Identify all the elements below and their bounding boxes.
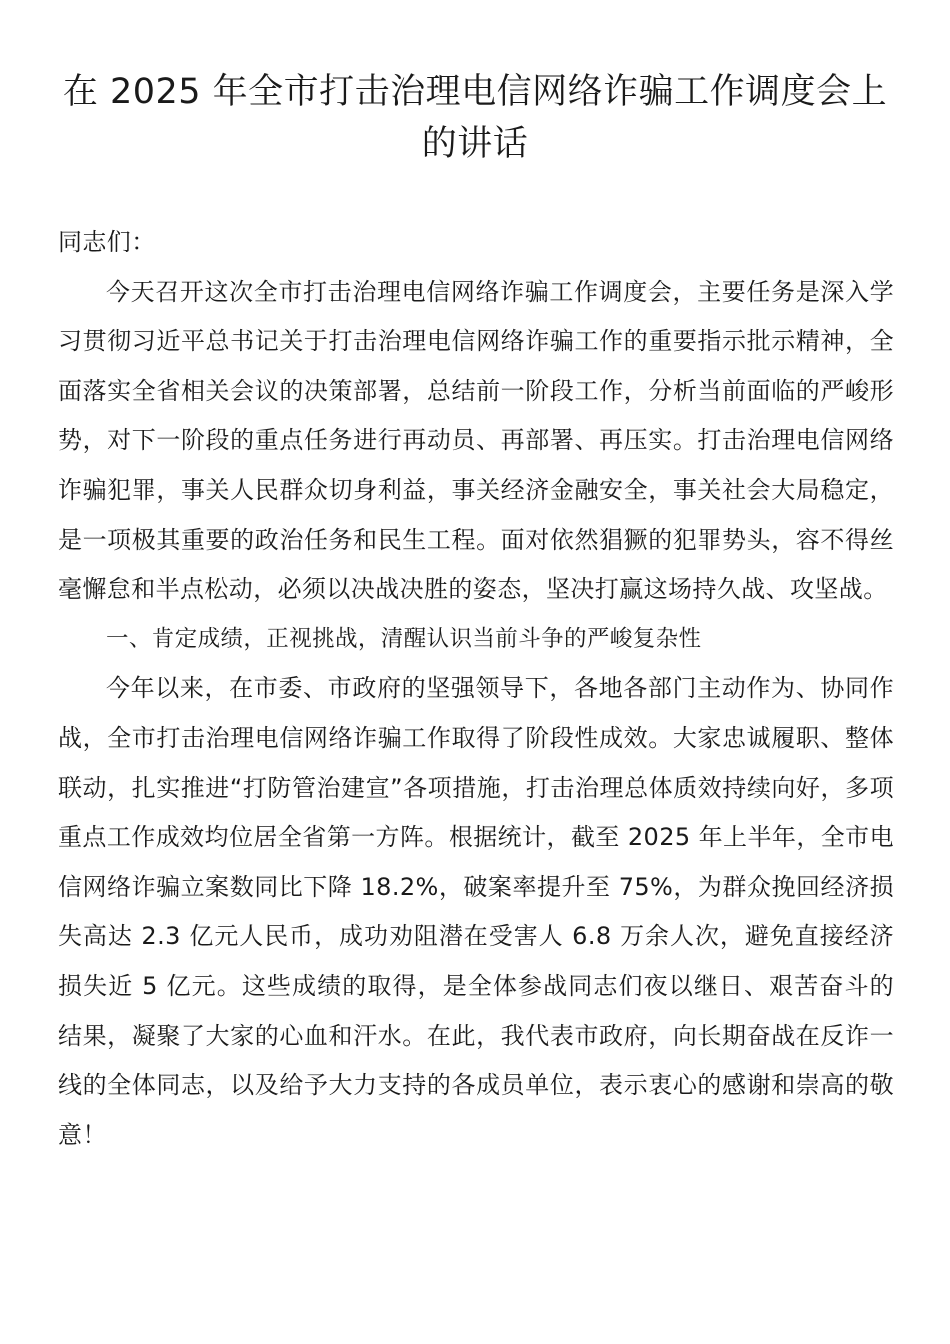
document-title: 在 2025 年全市打击治理电信网络诈骗工作调度会上的讲话	[62, 72, 888, 164]
paragraph-intro: 今天召开这次全市打击治理电信网络诈骗工作调度会，主要任务是深入学习贯彻习近平总书记关于打击治理电信网络诈骗工作的重要指示批示精神，全面落实全省相关会议的决策部署，总结前一阶段工作，分析当前面临的严峻形势，对下一阶段的重点任务进行再动员、再部署、再压实。打击治理电信网络诈骗犯罪，事关人民群众切身利益，事关经济金融安全，事关社会大局稳定，是一项极其重要的政治任务和民生工程。面对依然猖獗的犯罪势头，容不得丝毫懈怠和半点松动，必须以决战决胜的姿态，坚决打赢这场持久战、攻坚战。	[58, 277, 894, 604]
paragraph-achievements: 今年以来，在市委、市政府的坚强领导下，各地各部门主动作为、协同作战，全市打击治理电信网络诈骗工作取得了阶段性成效。大家忠诚履职、整体联动，扎实推进“打防管治建宣”各项措施，打击治理总体质效持续向好，多项重点工作成效均位居全省第一方阵。根据统计，截至 2025 年上半年，全市电信网络诈骗立案数同比下降 18.2%，破案率提升至 75%，为群众挽回经济损失高达 2.3 亿元人民币，成功劝阻潜在受害人 6.8 万余人次，避免直接经济损失近 5 亿元。这些成绩的取得，是全体参战同志们夜以继日、艰苦奋斗的结果，凝聚了大家的心血和汗水。在此，我代表市政府，向长期奋战在反诈一线的全体同志，以及给予大力支持的各成员单位，表示衷心的感谢和崇高的敬意！	[58, 674, 894, 1149]
salutation: 同志们：	[58, 228, 156, 256]
document-body	[58, 218, 894, 1160]
section-heading: 一、肯定成绩，正视挑战，清醒认识当前斗争的严峻复杂性	[106, 625, 702, 652]
